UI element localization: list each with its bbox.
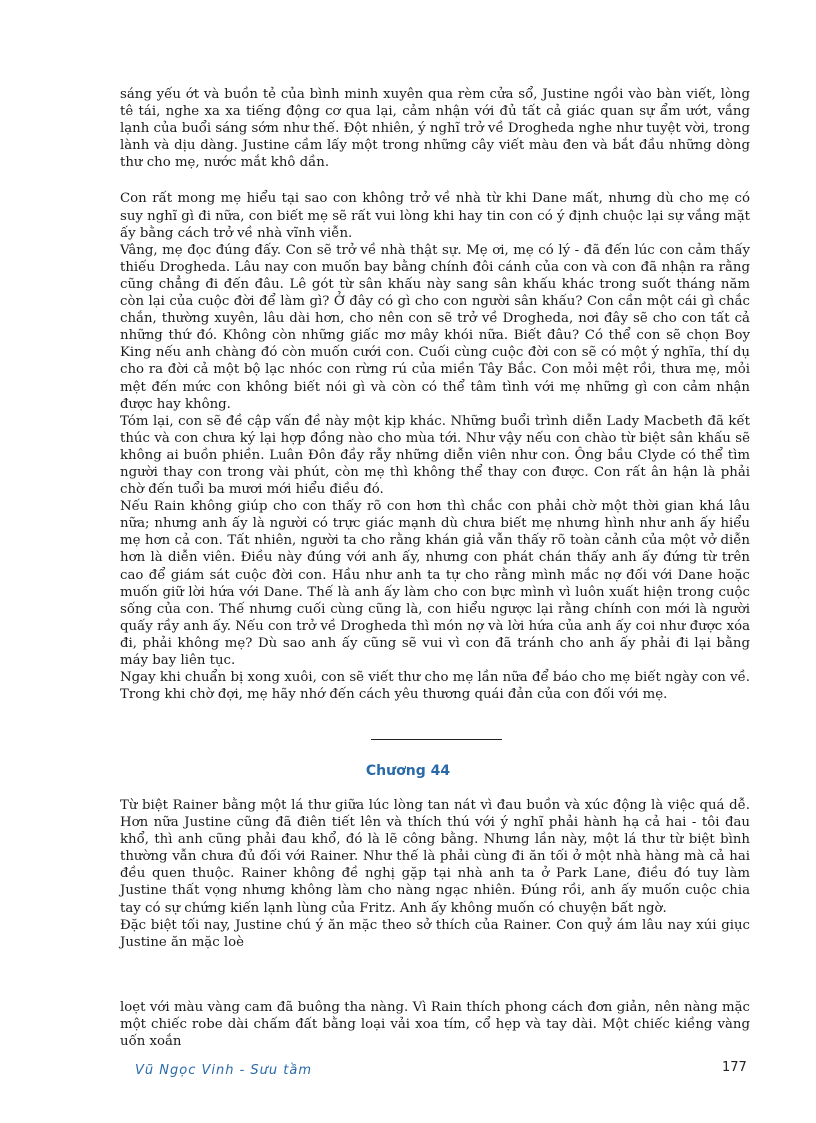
paragraph-gap	[120, 171, 750, 190]
letter-paragraph: Tóm lại, con sẽ đề cập vấn đề này một kịp khác. Những buổi trình diễn Lady Macbeth đã kết thúc và con chưa ký lại hợp đồng nào cho mùa tới. Như vậy nếu con chào từ biệt sân khấu sẽ không ai buồn phiền. Luân Đôn đầy rẫy những diễn viên như con. Ông bầu Clyde có thể tìm người thay con trong vài phút, còn mẹ thì không thể thay con được. Con rất ân hận là phải chờ đến tuổi ba mươi mới hiểu điều đó.	[120, 413, 750, 498]
letter-paragraph: Ngay khi chuẩn bị xong xuôi, con sẽ viết thư cho mẹ lần nữa để báo cho mẹ biết ngày con về. Trong khi chờ đợi, mẹ hãy nhớ đến cách yêu thương quái đản của con đối với mẹ.	[120, 670, 750, 703]
section-divider	[371, 739, 502, 740]
continuation-block	[120, 999, 750, 1050]
chapter-body	[120, 797, 750, 951]
footer-credit: Vũ Ngọc Vinh - Sưu tầm	[135, 1063, 313, 1078]
letter-paragraph: Con rất mong mẹ hiểu tại sao con không trở về nhà từ khi Dane mất, nhưng dù cho mẹ có suy nghĩ gì đi nữa, con biết mẹ sẽ rất vui lòng khi hay tin con có ý định chuộc lại sự vắng mặt ấy bằng cách trở về nhà vĩnh viễn.	[120, 191, 750, 241]
intro-paragraph: sáng yếu ớt và buồn tẻ của bình minh xuyên qua rèm cửa sổ, Justine ngồi vào bàn viết, lòng tê tái, nghe xa xa tiếng động cơ qua lại, cảm nhận với đủ tất cả giác quan sự ẩm ướt, vắng lạnh của buổi sáng sớm như thế. Đột nhiên, ý nghĩ trở về Drogheda nghe như tuyệt vời, trong lành và dịu dàng. Justine cầm lấy một trong những cây viết màu đen và bắt đầu những dòng thư cho mẹ, nước mắt khô dần.	[120, 87, 750, 171]
page-number: 177	[722, 1060, 747, 1075]
chapter-paragraph: Đặc biệt tối nay, Justine chú ý ăn mặc theo sở thích của Rainer. Con quỷ ám lâu nay xúi giục Justine ăn mặc loè	[120, 917, 750, 950]
chapter-paragraph: Từ biệt Rainer bằng một lá thư giữa lúc lòng tan nát vì đau buồn và xúc động là việc quá dễ. Hơn nữa Justine cũng đã điên tiết lên và thích thú với ý nghĩ phải hành hạ cả hai - tôi đau khổ, thì anh cũng phải đau khổ, đó là lẽ công bằng. Nhưng lần này, một lá thư từ biệt bình thường vẫn chưa đủ đối với Rainer. Như thế là phải cùng đi ăn tối ở một nhà hàng mà cả hai đều quen thuộc. Rainer không đề nghị gặp tại nhà anh ta ở Park Lane, điều đó tuy làm Justine thất vọng nhưng không làm cho nàng ngạc nhiên. Đúng rồi, anh ấy muốn cuộc chia tay có sự chứng kiến lạnh lùng của Fritz. Anh ấy không muốn có chuyện bất ngờ.	[120, 798, 750, 916]
intro-block	[120, 86, 750, 703]
letter-paragraph: Nếu Rain không giúp cho con thấy rõ con hơn thì chắc con phải chờ một thời gian khá lâu nữa; nhưng anh ấy là người có trực giác mạnh dù chưa biết mẹ nhưng hình như anh ấy hiểu mẹ hơn cả con. Tất nhiên, người ta cho rằng khán giả vẫn thấy rõ toàn cảnh của một vở diễn hơn là diễn viên. Điều này đúng với anh ấy, nhưng con phát chán thấy anh ấy đứng từ trên cao để giám sát cuộc đời con. Hầu như anh ta tự cho rằng mình mắc nợ đối với Dane hoặc muốn giữ lời hứa với Dane. Thế là anh ấy làm cho con bực mình vì luôn xuất hiện trong cuộc sống của con. Thế nhưng cuối cùng cũng là, con hiểu ngược lại rằng chính con mới là người quấy rầy anh ấy. Nếu con trở về Drogheda thì món nợ và lời hứa của anh ấy coi như được xóa đi, phải không mẹ? Dù sao anh ấy cũng sẽ vui vì con đã tránh cho anh ấy phải đi lại bằng máy bay liên tục.	[120, 499, 750, 668]
letter-paragraph: Vâng, mẹ đọc đúng đấy. Con sẽ trở về nhà thật sự. Mẹ ơi, mẹ có lý - đã đến lúc con cảm thấy thiếu Drogheda. Lâu nay con muốn bay bằng chính đôi cánh của con và con đã nhận ra rằng cũng chẳng đi đến đâu. Lê gót từ sân khấu này sang sân khấu khác trong suốt tháng năm còn lại của cuộc đời để làm gì? Ở đây có gì cho con người sân khấu? Con cần một cái gì chắc chắn, thường xuyên, lâu dài hơn, cho nên con sẽ trở về Drogheda, nơi đây sẽ cho con tất cả những thứ đó. Không còn những giấc mơ mây khói nữa. Biết đâu? Có thể con sẽ chọn Boy King nếu anh chàng đó còn muốn cưới con. Cuối cùng cuộc đời con sẽ có một ý nghĩa, thí dụ cho ra đời cả một bộ lạc nhóc con rừng rú của miền Tây Bắc. Con mỏi mệt rồi, thưa mẹ, mỏi mệt đến mức con không biết nói gì và còn có thể tâm tình với mẹ những gì con cảm nhận được hay không.	[120, 242, 750, 412]
chapter-title: Chương 44	[365, 763, 451, 779]
continuation-paragraph: loẹt với màu vàng cam đã buông tha nàng. Vì Rain thích phong cách đơn giản, nên nàng mặc một chiếc robe dài chấm đất bằng loại vải xoa tím, cổ hẹp và tay dài. Một chiếc kiềng vàng uốn xoắn	[120, 1000, 750, 1050]
